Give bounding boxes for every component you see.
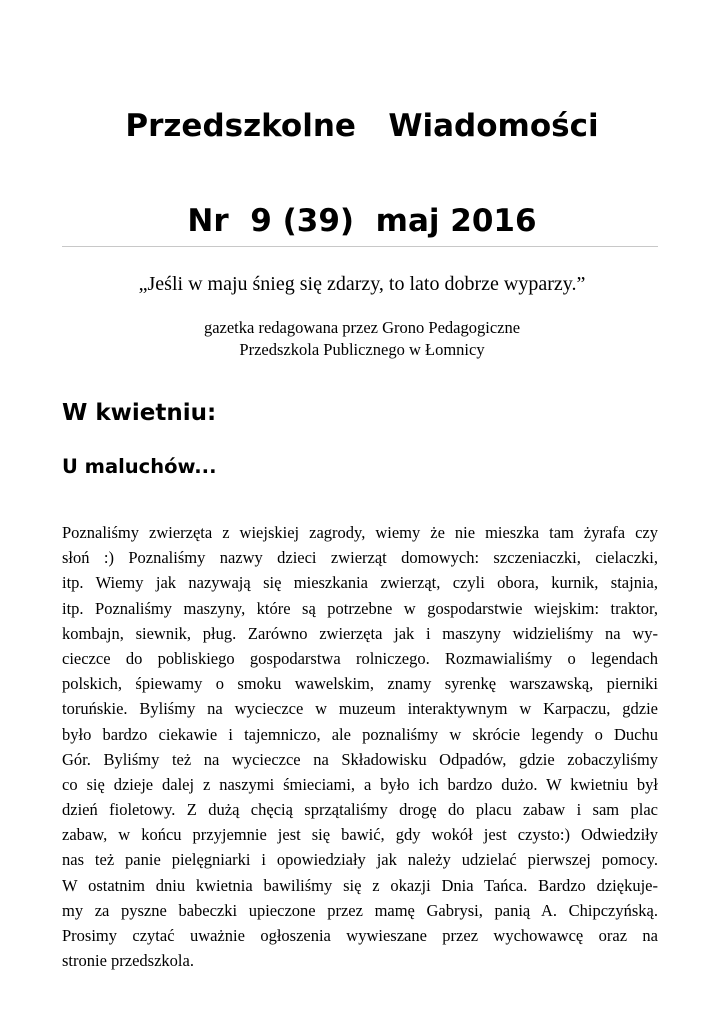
article-line: my za pyszne babeczki upieczone przez mamę Gabrysi, panią A. Chipczyńską.	[62, 900, 658, 920]
newsletter-title: Przedszkolne Wiadomości	[125, 108, 599, 144]
editors-line: Przedszkola Publicznego w Łomnicy	[239, 340, 485, 359]
article-line: cieczce do pobliskiego gospodarstwa rolniczego. Rozmawialiśmy o legendach	[62, 648, 658, 668]
article-line: polskich, śpiewamy o smoku wawelskim, znamy syrenkę warszawską, pierniki	[62, 674, 658, 694]
article-line: Prosimy czytać uważnie ogłoszenia wywieszane przez wychowawcę oraz na	[62, 926, 658, 945]
header-divider	[62, 246, 658, 247]
article-body	[62, 520, 658, 973]
article-line: kombajn, siewnik, pług. Zarówno zwierzęta jak i maszyny widzieliśmy na wy-	[62, 623, 658, 643]
editors-line: gazetka redagowana przez Grono Pedagogiczne	[203, 318, 521, 337]
article-line: słoń :) Poznaliśmy nazwy dzieci zwierząt domowych: szczeniaczki, cielaczki,	[62, 548, 658, 568]
article-line: Poznaliśmy zwierzęta z wiejskiej zagrody, wiemy że nie mieszka tam żyrafa czy	[62, 523, 658, 542]
section-subheading: U maluchów...	[62, 455, 217, 478]
editors-note	[0, 317, 724, 361]
article-line: dzień fioletowy. Z dużą chęcią sprzątaliśmy drogę do placu zabaw i sam plac	[62, 800, 658, 820]
issue-number: Nr 9 (39) maj 2016	[187, 203, 537, 239]
article-line: nas też panie pielęgniarki i opowiedziały jak należy udzielać pierwszej pomocy.	[62, 850, 658, 870]
motto-quote: „Jeśli w maju śnieg się zdarzy, to lato dobrze wyparzy.”	[138, 273, 586, 295]
article-line: toruńskie. Byliśmy na wycieczce w muzeum interaktywnym w Karpaczu, gdzie	[62, 699, 658, 719]
article-line: itp. Poznaliśmy maszyny, które są potrzebne w gospodarstwie wiejskim: traktor,	[62, 598, 658, 618]
article-line: itp. Wiemy jak nazywają się mieszkania zwierząt, czyli obora, kurnik, stajnia,	[62, 573, 658, 593]
article-line: co się dzieje dalej z naszymi śmieciami, a było ich bardzo dużo. W kwietniu był	[62, 774, 658, 794]
article-line: stronie przedszkola.	[62, 951, 194, 971]
article-line: Gór. Byliśmy też na wycieczce na Składowisku Odpadów, gdzie zobaczyliśmy	[62, 749, 658, 769]
article-line: zabaw, w końcu przyjemnie jest się bawić, gdy wokół jest czysto:) Odwiedziły	[62, 825, 658, 845]
article-line: było bardzo ciekawie i tajemniczo, ale poznaliśmy w skrócie legendy o Duchu	[62, 724, 658, 744]
section-heading: W kwietniu:	[62, 400, 217, 426]
article-line: W ostatnim dniu kwietnia bawiliśmy się z okazji Dnia Tańca. Bardzo dziękuje-	[62, 875, 658, 895]
